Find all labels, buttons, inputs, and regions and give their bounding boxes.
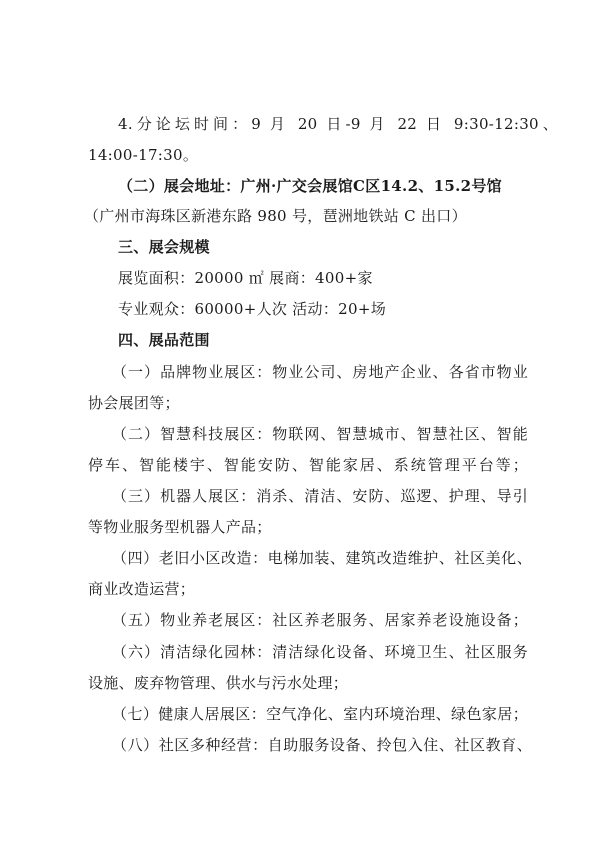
scale-visitors-events: 专业观众：60000+人次 活动：20+场 <box>118 300 387 318</box>
exhibit-item-2-line-1: （二）智慧科技展区：物联网、智慧城市、智慧社区、智能 <box>112 425 528 443</box>
venue-address-label: （二）展会地址： <box>118 177 241 195</box>
exhibit-item-4-line-2: 商业改造运营； <box>88 580 196 598</box>
exhibit-item-7: （七）健康人居展区：空气净化、室内环境治理、绿色家居； <box>112 705 528 723</box>
venue-address-heading <box>118 176 558 196</box>
section-exhibits-heading: 四、展品范围 <box>118 331 210 349</box>
exhibit-item-3-line-2: 等物业服务型机器人产品； <box>88 518 272 536</box>
exhibit-item-1-line-2: 协会展团等； <box>88 394 180 412</box>
forum-time-line-1: 4.分论坛时间：9 月 20 日-9 月 22 日 9:30-12:30、 <box>118 115 558 133</box>
exhibit-item-1-line-1: （一）品牌物业展区：物业公司、房地产企业、各省市物业 <box>112 363 528 381</box>
exhibit-item-4-line-1: （四）老旧小区改造：电梯加装、建筑改造维护、社区美化、 <box>112 549 532 567</box>
exhibit-item-8-line-1: （八）社区多种经营：自助服务设备、拎包入住、社区教育、 <box>112 736 532 754</box>
exhibit-item-3-line-1: （三）机器人展区：消杀、清洁、安防、巡逻、护理、导引 <box>112 487 528 505</box>
exhibit-item-6-line-2: 设施、废弃物管理、供水与污水处理； <box>88 674 349 692</box>
venue-address-detail: （广州市海珠区新港东路 980 号，琶洲地铁站 C 出口） <box>84 207 467 225</box>
scale-area-exhibitors: 展览面积：20000 ㎡ 展商：400+家 <box>118 269 373 287</box>
section-scale-heading: 三、展会规模 <box>118 238 210 256</box>
exhibit-item-2-line-2: 停车、智能楼宇、智能安防、智能家居、系统管理平台等； <box>88 456 528 474</box>
exhibit-item-5: （五）物业养老展区：社区养老服务、居家养老设施设备； <box>112 611 528 629</box>
venue-address-value: 广州·广交会展馆C区14.2、15.2号馆 <box>240 177 502 195</box>
exhibit-item-6-line-1: （六）清洁绿化园林：清洁绿化设备、环境卫生、社区服务 <box>112 643 528 661</box>
forum-time-line-2: 14:00-17:30。 <box>88 146 199 164</box>
